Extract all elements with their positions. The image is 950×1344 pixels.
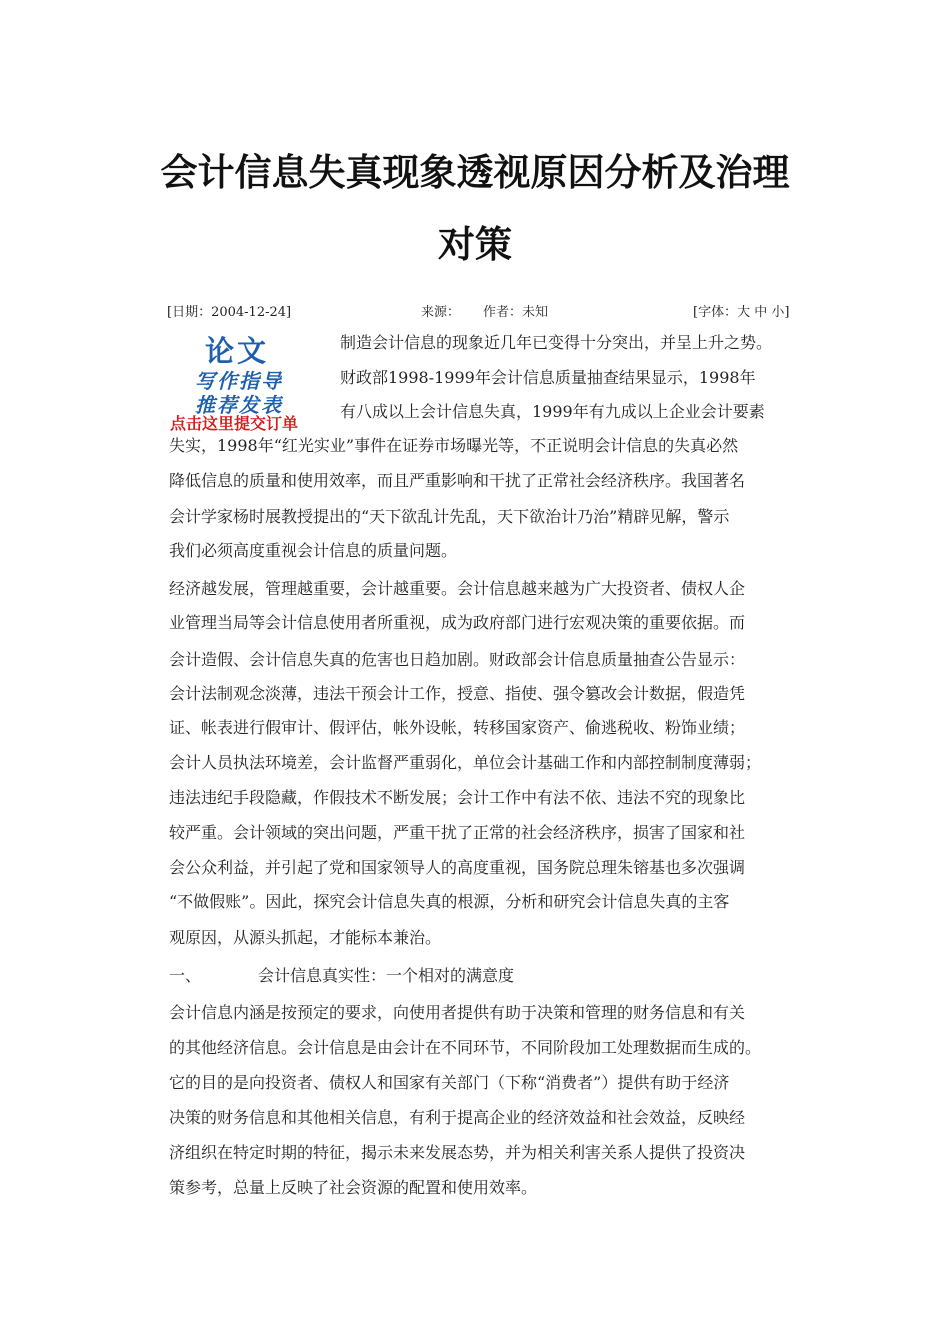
paragraph-line: 业管理当局等会计信息使用者所重视，成为政府部门进行宏观决策的重要依据。而 (169, 613, 746, 632)
paragraph-line: 的其他经济信息。会计信息是由会计在不同环节，不同阶段加工处理数据而生成的。 (169, 1038, 762, 1057)
paragraph-line: 经济越发展，管理越重要，会计越重要。会计信息越来越为广大投资者、债权人企 (169, 579, 746, 598)
ad-submit-order-link[interactable]: 点击这里提交订单 (170, 414, 299, 433)
paragraph-line: 较严重。会计领域的突出问题，严重干扰了正常的社会经济秩序，损害了国家和社 (169, 823, 746, 842)
paragraph-line: 会计人员执法环境差，会计监督严重弱化，单位会计基础工作和内部控制制度薄弱； (169, 753, 762, 772)
paragraph-line: 决策的财务信息和其他相关信息，有利于提高企业的经济效益和社会效益，反映经 (169, 1108, 746, 1127)
section-number: 一、 (169, 966, 202, 985)
date-label: [日期：2004-12-24] (167, 305, 292, 320)
page-title-continued: 对策 (438, 223, 512, 266)
ad-tagline-2: 推荐发表 (195, 393, 283, 417)
paragraph-line: “不做假账”。因此，探究会计信息失真的根源，分析和研究会计信息失真的主客 (169, 892, 730, 911)
ad-headline: 论文 (205, 334, 270, 368)
paragraph-line: 会公众利益，并引起了党和国家领导人的高度重视，国务院总理朱镕基也多次强调 (169, 858, 746, 877)
paragraph-line: 会计造假、会计信息失真的危害也日趋加剧。财政部会计信息质量抽查公告显示： (169, 650, 746, 669)
paragraph-line: 策参考，总量上反映了社会资源的配置和使用效率。 (169, 1178, 538, 1197)
paragraph-line: 会计法制观念淡薄，违法干预会计工作，授意、指使、强令篡改会计数据，假造凭 (169, 684, 746, 703)
author-label: 作者：未知 (483, 305, 549, 320)
paragraph-line: 会计信息内涵是按预定的要求，向使用者提供有助于决策和管理的财务信息和有关 (169, 1003, 746, 1022)
ad-tagline-1: 写作指导 (195, 369, 283, 393)
paragraph-line: 会计学家杨时展教授提出的“天下欲乱计先乱，天下欲治计乃治”精辟见解，警示 (169, 507, 730, 526)
source-label: 来源： (421, 305, 461, 320)
paragraph-line: 有八成以上会计信息失真，1999年有九成以上企业会计要素 (340, 402, 765, 421)
section-heading: 会计信息真实性：一个相对的满意度 (258, 966, 515, 985)
paragraph-line: 观原因，从源头抓起，才能标本兼治。 (169, 928, 442, 947)
paragraph-line: 它的目的是向投资者、债权人和国家有关部门（下称“消费者”）提供有助于经济 (169, 1073, 730, 1092)
paragraph-line: 我们必须高度重视会计信息的质量问题。 (169, 541, 458, 560)
paper-service-ad-banner[interactable] (167, 329, 317, 433)
paragraph-line: 降低信息的质量和使用效率，而且严重影响和干扰了正常社会经济秩序。我国著名 (169, 471, 746, 490)
paragraph-line: 证、帐表进行假审计、假评估，帐外设帐，转移国家资产、偷逃税收、粉饰业绩； (169, 718, 746, 737)
paragraph-line: 失实，1998年“红光实业”事件在证券市场曝光等，不正说明会计信息的失真必然 (169, 436, 739, 455)
paragraph-line: 财政部1998-1999年会计信息质量抽查结果显示，1998年 (340, 368, 756, 387)
page-title: 会计信息失真现象透视原因分析及治理 (160, 151, 790, 194)
font-size-switcher[interactable]: [字体：大 中 小] (693, 305, 790, 320)
paragraph-line: 制造会计信息的现象近几年已变得十分突出，并呈上升之势。 (340, 333, 773, 352)
paragraph-line: 济组织在特定时期的特征，揭示未来发展态势，并为相关利害关系人提供了投资决 (169, 1143, 746, 1162)
paragraph-line: 违法违纪手段隐藏，作假技术不断发展；会计工作中有法不依、违法不究的现象比 (169, 788, 746, 807)
